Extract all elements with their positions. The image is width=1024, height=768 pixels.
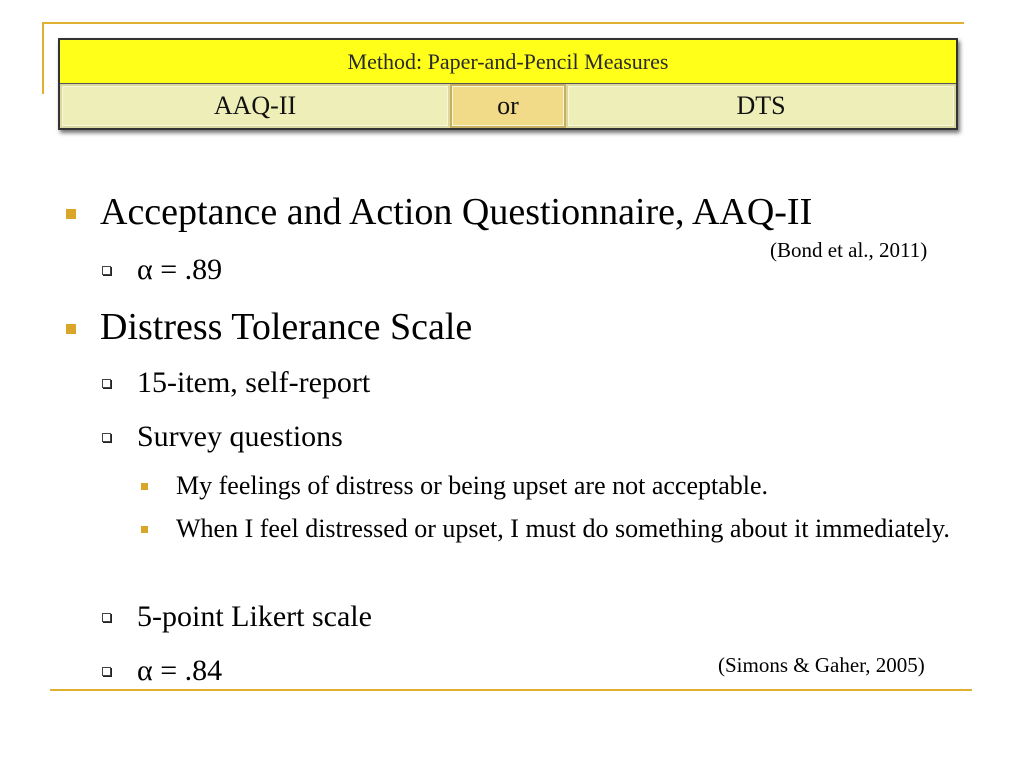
small-square-bullet-icon (141, 483, 148, 490)
dts-survey-label: Survey questions (137, 420, 343, 453)
checkbox-bullet-icon (102, 266, 111, 275)
checkbox-bullet-icon (102, 667, 111, 676)
header-cell-aaq: AAQ-II (60, 84, 450, 128)
checkbox-bullet-icon (102, 613, 111, 622)
frame-bottom-line (50, 689, 972, 691)
aaq-alpha: α = .89 (137, 253, 223, 286)
header-title: Method: Paper-and-Pencil Measures (60, 40, 956, 84)
header-cell-or: or (450, 84, 566, 128)
dts-scale: 5-point Likert scale (137, 600, 372, 633)
header-cell-dts: DTS (566, 84, 956, 128)
survey-question-2: When I feel distressed or upset, I must do something about it immediately. (176, 514, 950, 543)
dts-item-count: 15-item, self-report (137, 366, 371, 399)
small-square-bullet-icon (141, 526, 148, 533)
checkbox-bullet-icon (102, 379, 111, 388)
square-bullet-icon (66, 209, 76, 219)
survey-question-1: My feelings of distress or being upset are not acceptable. (176, 471, 769, 500)
dts-citation: (Simons & Gaher, 2005) (718, 653, 925, 677)
checkbox-bullet-icon (102, 433, 111, 442)
square-bullet-icon (66, 324, 76, 334)
dts-alpha: α = .84 (137, 654, 223, 687)
dts-heading: Distress Tolerance Scale (100, 306, 473, 348)
aaq-heading: Acceptance and Action Questionnaire, AAQ-II (100, 191, 813, 233)
aaq-citation: (Bond et al., 2011) (770, 238, 928, 262)
